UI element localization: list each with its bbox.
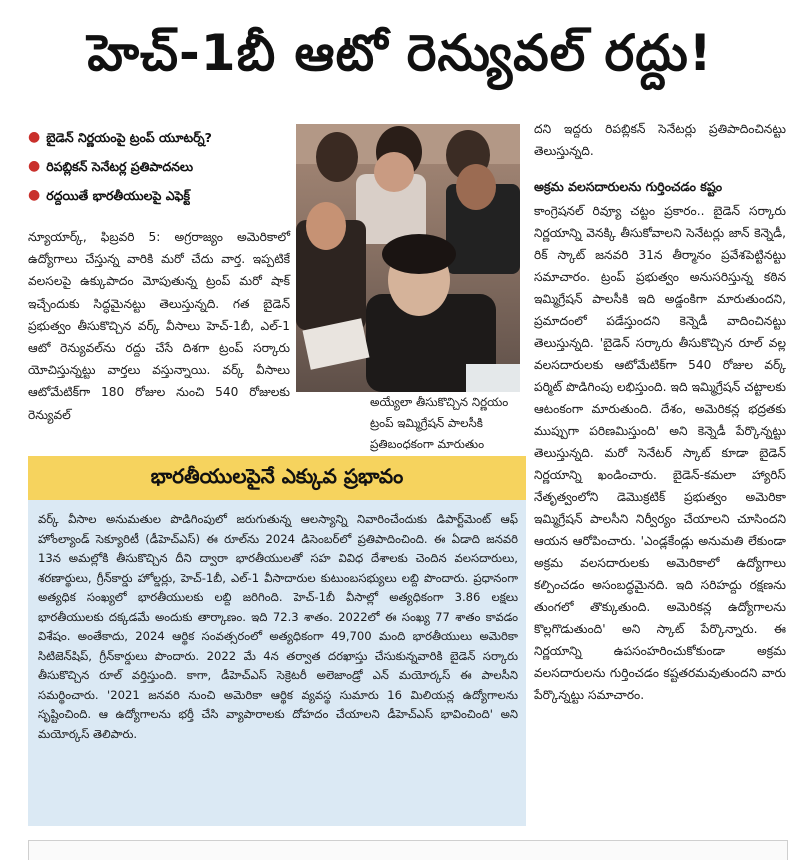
highlight-box-text: వర్క్ వీసాల అనుమతుల పొడిగింపులో జరుగుతున్న ఆలస్యాన్ని నివారించేందుకు డిపార్ట్‌మెంట్ ఆఫ్ హోంల్యాండ్ సెక్యూరిటీ (డీహెచ్ఎస్) ఈ రూల్‌ను 2024 డిసెంబర్‌లో ప్రతిపాదించింది. ఈ ఏడాది జనవరి 13న అమల్లోకి తీసుకొచ్చిన దీని ద్వారా భారతీయులతో సహ వివిధ దేశాలకు చెందిన వలసదారులు, శరణార్థులు, గ్రీన్‌కార్డు హోల్డర్లు, హెచ్-1బీ, ఎల్-1 వీసాదారుల కుటుంబసభ్యులు లబ్ది పొందారు. ప్రధానంగా అత్యధిక సంఖ్యలో భారతీయులకు లబ్ది జరిగింది. హెచ్-1బీ వీసాల్లో అత్యధికంగా 3.86 లక్షలు భారతీయులకు దక్కడమే అందుకు తార్కాణం. ఇది 72.3 శాతం. 2022లో ఈ సంఖ్య 77 శాతం కావడం విశేషం. అంతేకాదు, 2024 ఆర్థిక సంవత్సరంలో అత్యధికంగా 49,700 మంది భారతీయులు అమెరికా సిటిజెన్‌షిప్, గ్రీన్‌కార్డులు పొందారు. 2022 మే 4న తర్వాత దరఖాస్తు చేసుకున్నవారికి బైడెన్ సర్కారు తీసుకొచ్చిన రూల్ వర్తిస్తుంది. కాగా, డీహెచ్ఎస్ సెక్రెటరీ అలెజాండ్రో ఎన్ మయోర్కస్ ఈ పాలసీని సమర్థించారు. '2021 జనవరి నుంచి అమెరికా ఆర్థిక వ్యవస్థ సుమారు 16 మిలియన్ల ఉద్యోగాలను సృష్టించింది. ఆ ఉద్యోగాలను భర్తీ చేసి వ్యాపారాలకు దోహదం చేయాలని డీహెచ్ఎస్ భావించింది' అని మయోర్కస్ తెలిపారు. bbox=[38, 512, 518, 741]
left-column-text: న్యూయార్క్, ఫిబ్రవరి 5: అగ్రరాజ్యం అమెరికాలో ఉద్యోగాలు చేస్తున్న వారికి మరో చేదు వార్త. ఇప్పటికే వలసలపై ఉక్కుపాదం మోపుతున్న ట్రంప్ మరో షాక్ ఇచ్చేందుకు సిద్ధమైనట్టు తెలుస్తున్నది. గత బైడెన్ ప్రభుత్వం తీసుకొచ్చిన వర్క్ వీసాలు హెచ్-1బీ, ఎల్-1 ఆటో రెన్యువల్‌ను రద్దు చేసే దిశగా ట్రంప్ సర్కారు యోచిస్తున్నట్టు వార్తలు వస్తున్నాయి. వర్క్ వీసాలు ఆటోమేటిక్‌గా 180 రోజుల నుంచి 540 రోజులకు రెన్యువల్ bbox=[28, 230, 290, 422]
bullet-list bbox=[28, 128, 290, 215]
bullet-item bbox=[28, 186, 290, 205]
bullet-text: రిపబ్లికన్ సెనేటర్ల ప్రతిపాదనలు bbox=[46, 159, 194, 174]
right-column-intro: దని ఇద్దరు రిపబ్లికన్ సెనేటర్లు ప్రతిపాదించినట్టు తెలుస్తున్నది. bbox=[534, 122, 786, 158]
bullet-item bbox=[28, 157, 290, 176]
bullet-dot-icon: ● bbox=[28, 187, 41, 203]
students-photo bbox=[296, 124, 520, 392]
bottom-border bbox=[28, 840, 788, 860]
bullet-dot-icon: ● bbox=[28, 158, 41, 174]
bullet-dot-icon: ● bbox=[28, 129, 41, 145]
bullet-text: రద్దయితే భారతీయులపై ఎఫెక్ట్ bbox=[46, 188, 190, 203]
headline: హెచ్-1బీ ఆటో రెన్యువల్ రద్దు! bbox=[87, 23, 713, 82]
right-column-body: కాంగ్రెషనల్ రివ్యూ చట్టం ప్రకారం.. బైడెన్ సర్కారు నిర్ణయాన్ని వెనక్కి తీసుకోవాలని సెనేటర్లు జాన్ కెన్నెడీ, రిక్ స్కాట్ జనవరి 31న తీర్మానం ప్రవేశపెట్టినట్టు సమాచారం. ట్రంప్ ప్రభుత్వం అనుసరిస్తున్న కఠిన ఇమ్మిగ్రేషన్ పాలసీకి ఇది అడ్డంకిగా మారుతుందని, ప్రమాదంలో పడేస్తుందని కెన్నెడీ వాదించినట్టు తెలుస్తున్నది. 'బైడెన్ సర్కారు తీసుకొచ్చిన రూల్ వల్ల వలసదారులకు ఆటోమేటిక్‌గా 540 రోజుల వర్క్ పర్మిట్ పొడిగింపు లభిస్తుంది. ఇది ఇమ్మిగ్రేషన్ చట్టాలకు ఆటంకంగా మారుతుంది. దేశం, అమెరికన్ల భద్రతకు ముప్పుగా పరిణమిస్తుంది' అని కెన్నెడీ పేర్కొన్నట్టు తెలుస్తున్నది. మరో సెనేటర్ స్కాట్ కూడా బైడెన్ నిర్ణయాన్ని ఖండించారు. బైడెన్-కమలా హ్యారిస్ నేతృత్వంలోని డెమొక్రటిక్ ప్రభుత్వం అమెరికా ఇమ్మిగ్రేషన్ పాలసీని నిర్వీర్యం చేయాలని చూసిందని ఆయన ఆరోపించారు. 'ఎండ్లకేండ్లు అనుమతి లేకుండా అక్రమ వలసదారులకు అమెరికాలో ఉద్యోగాలు కల్పించడం అసంబద్ధమైనది. ఇది సరిహద్దు రక్షణను తుంగలో తొక్కుతుంది. అమెరికన్ల ఉద్యోగాలను కొల్లగొడుతుంది' అని స్కాట్ పేర్కొన్నారు. ఈ నిర్ణయాన్ని ఉపసంహరించుకోకుండా అక్రమ వలసదారులను గుర్తించడం కష్టతరమవుతుందని వారు పేర్కొన్నట్టు సమాచారం. bbox=[534, 204, 786, 702]
bullet-item bbox=[28, 128, 290, 147]
photo-caption: అయ్యేలా తీసుకొచ్చిన నిర్ణయం ట్రంప్ ఇమ్మిగ్రేషన్ పాలసీకి ప్రతిబంధకంగా మారుతుం bbox=[370, 395, 509, 451]
highlight-box-title: భారతీయులపైనే ఎక్కువ ప్రభావం bbox=[28, 456, 526, 500]
bullet-text: బైడెన్ నిర్ణయంపై ట్రంప్ యూటర్న్? bbox=[46, 130, 212, 145]
right-column-subhead: అక్రమ వలసదారులను గుర్తించడం కష్టం bbox=[534, 179, 723, 194]
right-column bbox=[534, 118, 786, 706]
